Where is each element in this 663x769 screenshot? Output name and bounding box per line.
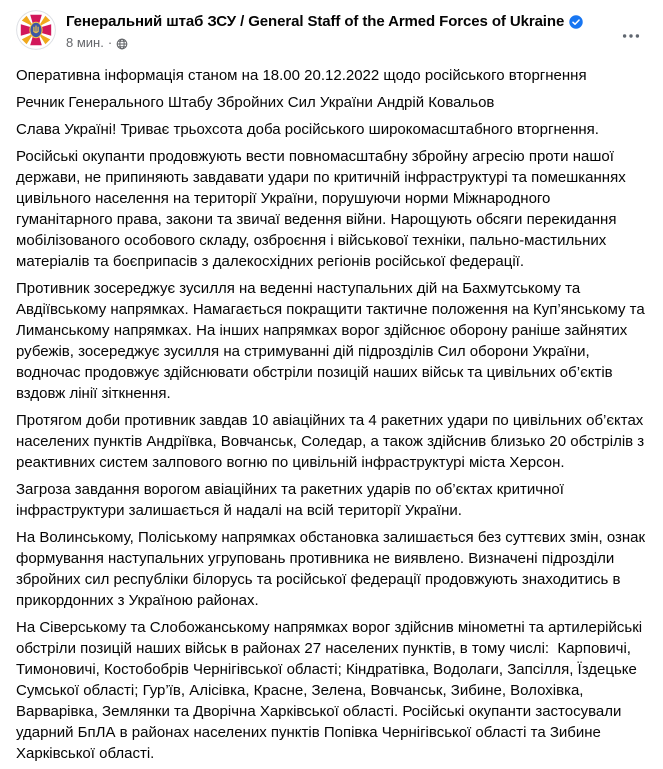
meta-separator: · (107, 35, 113, 50)
post-paragraph: Речник Генерального Штабу Збройних Сил України Андрій Ковальов (16, 94, 495, 111)
post-body (0, 52, 663, 769)
post-menu-button[interactable] (615, 20, 647, 52)
page-avatar[interactable] (16, 10, 56, 50)
header-text (66, 10, 615, 51)
verified-badge-icon (569, 15, 583, 29)
title-row (66, 12, 615, 31)
page-name-link[interactable]: Генеральний штаб ЗСУ / General Staff of the Armed Forces of Ukraine (66, 13, 565, 30)
general-staff-emblem-icon (16, 37, 56, 50)
globe-icon (116, 38, 128, 50)
post-paragraph: На Сіверському та Слобожанському напрямках ворог здійснив мінометні та артилерійські обстріли позицій наших військ в районах 27 населених пунктів, в тому числі: Карповичі, Тимоновичі, Костобобрів Чернігівської області; Кіндратівка, Водолаги, Запсілля, Їздецьке Сумської області; Гур’їв, Алісівка, Красне, Зелена, Вовчанськ, Зибине, Волохівка, Варварівка, Землянки та Дворічна Харківської області. Російські окупанти застосували ударний БпЛА в районах населених пунктів Попівка Чернігівської області та Зибине Харківської області. (16, 619, 647, 762)
timestamp-link[interactable]: 8 мин. (66, 35, 104, 50)
post-header (0, 0, 663, 52)
post-paragraph: Загроза завдання ворогом авіаційних та ракетних ударів по об’єктах критичної інфраструктури залишається й надалі на всій території України. (16, 481, 569, 519)
post-meta (66, 35, 615, 51)
post-paragraph: Противник зосереджує зусилля на веденні наступальних дій на Бахмутському та Авдіївському напрямках. Намагається покращити тактичне положення на Куп’янському та Лиманському напрямках. На інших напрямках ворог здійснює оборону раніше зайнятих рубежів, зосереджує зусилля на стримуванні дій підрозділів Сил оборони України, водночас продовжує здійснювати обстріли позицій наших військ та цивільних об’єктів вздовж лінії зіткнення. (16, 280, 649, 402)
post-paragraph: Російські окупанти продовжують вести повномасштабну збройну агресію проти нашої держави, не припиняють завдавати удари по критичній інфраструктурі та помешканнях цивільного населення на території України, порушуючи норми Міжнародного гуманітарного права, закони та звичаї ведення війни. Нарощують обсяги перекидання мобілізованого особового складу, озброєння і військової техніки, пально-мастильних матеріалів та боєприпасів з далекосхідних регіонів російської федерації. (16, 148, 630, 270)
post-paragraph: Протягом доби противник завдав 10 авіаційних та 4 ракетних удари по цивільних об’єктах населених пунктів Андріївка, Вовчанськ, Соледар, а також здійснив близько 20 обстрілів з реактивних систем залпового вогню по цивільній інфраструктурі міста Херсон. (16, 412, 649, 471)
post-paragraph: Оперативна інформація станом на 18.00 20.12.2022 щодо російського вторгнення (16, 67, 587, 84)
post-paragraph: Слава Україні! Триває трьохсота доба російського широкомасштабного вторгнення. (16, 121, 599, 138)
post-paragraph: На Волинському, Поліському напрямках обстановка залишається без суттєвих змін, ознак формування наступальних угруповань противника не виявлено. Визначені підрозділи збройних сил республіки білорусь та російської федерації продовжують знаходитись в прикордонних з Україною районах. (16, 529, 650, 609)
ellipsis-icon (621, 26, 641, 46)
